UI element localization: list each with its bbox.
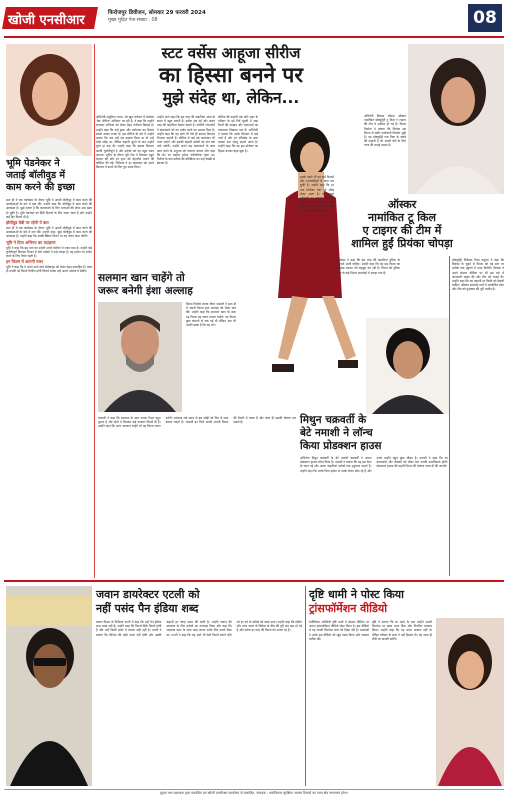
bhumi-subhead-2: भूमि ने दिया अभिनय का उदाहरण [6,239,56,245]
priyanka-col1: अभिनेत्री प्रियंका चोपड़ा ऑस्कर नामांकित डॉक्यूमेंट्री टू किल ए टाइगर की टीम में शामिल हो गई हैं। फिल्म निर्माता ने बताया कि प्रियंका इस फिल्म से बतौर कार्यकारी निर्माता जुड़ी हैं। यह डॉक्यूमेंट्री एक पिता के संघर्ष की कहानी है जो अपनी बेटी के लिए न्याय की लड़ाई लड़ता है। [364,114,406,148]
bhumi-para-3: भूमि ने कहा कि इस बात का उन्होंने अपने करियर में ध्यान रखा है। उन्होंने कई चुनौतीपूर्ण किरदार निभाए हैं और दर्शकों ने उन्हें सराहा है। वह हमेशा नए प्रयोग करने के लिए तैयार रहती हैं। [6,245,92,259]
salman-headline [98,272,298,298]
masthead [0,0,509,40]
main-headline-line3: मुझे संदेह था, लेकिन... [162,89,300,107]
atlee-photo [6,586,92,786]
main-story-col4: इसके पहले भी वह कई फिल्मों और धारावाहिकों में काम कर चुकी हैं। उन्होंने कहा कि हर नया प्रोजेक्ट एक नई सीख लेकर आता है। वह अपने प्रशंसकों का धन्यवाद करती हैं जिन्होंने हमेशा उनका साथ दिया। सीरीज जल्द ही ओटीटी प्लेटफॉर्म पर रिलीज होगी। [300,175,334,213]
salman-col2: भंसाली ने कहा कि सलमान के साथ उनका रिश्ता बहुत पुराना है और दोनों ने मिलकर कई यादगार फिल्में दी हैं। उन्होंने कहा कि अगर सलमान चाहेंगे तो यह फिल्म जरूर बनेगी। प्रशंसक लंबे समय से इस जोड़ी को फिर से साथ देखना चाहते हैं। भंसाली इन दिनों अपनी अगली फिल्म की तैयारी में व्यस्त हैं और जल्द ही इसकी घोषणा कर सकते हैं। [98,416,296,429]
salman-col1: फिल्म निर्माता संजय लीला भंसाली ने हाल ही में अपनी फिल्म इंशा अल्लाह को लेकर बात की। उन्होंने कहा कि सलमान खान के साथ यह फिल्म वह जरूर बनाना चाहेंगे। यह फिल्म कुछ कारणों से रुक गई थी लेकिन अब भी उनकी इच्छा है कि यह बने। [186,302,236,328]
priyanka-headline-line3: ए टाइगर की टीम में [362,224,442,237]
priyanka-headline-line1: ऑस्कर [387,198,417,211]
bhumi-body [6,198,92,570]
drashti-col1: टेलीविजन अभिनेत्री दृष्टि धामी ने सोशल मीडिया पर अपना ट्रांसफॉर्मेशन वीडियो पोस्ट किया है। इस वीडियो में वह अपनी फिटनेस यात्रा को दिखा रही हैं। प्रशंसकों ने उनके इस वीडियो को खूब पसंद किया और जमकर तारीफ की। [309,620,369,641]
right-column-rule [449,256,450,576]
mithun-body: अभिनेता मिथुन चक्रवर्ती के बेटे नमाशी चक्रवर्ती ने अपना प्रोडक्शन हाउस लॉन्च किया है। नमाशी ने बताया कि वह इस बैनर के तहत नई और अलग कहानियां दर्शकों तक पहुंचाना चाहते हैं। उन्होंने कहा कि उनके पिता हमेशा से उनके प्रेरणा स्रोत रहे हैं और उनसे उन्होंने बहुत कुछ सीखा है। नमाशी ने कहा कि नए कलाकारों और लेखकों को मौका देना उनकी प्राथमिकता होगी। प्रोडक्शन हाउस की पहली फिल्म की घोषणा जल्द ही की जाएगी। [300,456,448,473]
bhumi-para-1: हाल ही में एक कार्यक्रम के दौरान भूमि ने अपनी बॉलीवुड में काम करने की आकांक्षाओं के बारे में बात की। उन्होंने कहा कि बॉलीवुड में काम करने की आकांक्षा है। मुझे लगता है कि कलाकारों के लिए भाषाओं की सीमा अब खत्म हो चुकी है। भूमि पेडनेकर को हिंदी फिल्मों के लिए जाना जाता है और उन्होंने कई हिट फिल्में दी हैं। [6,198,92,219]
mithun-headline-line1: मिथुन चक्रवर्ती के [300,414,367,426]
drashti-headline [309,588,505,616]
bhumi-headline-line2: जताई बॉलीवुड में [6,170,66,181]
bhumi-para-2: हाल ही में एक कार्यक्रम के दौरान भूमि ने अपनी बॉलीवुड में काम करने की आकांक्षाओं के बारे में बात की। उन्होंने कहा, मुझे बॉलीवुड में काम करने की आकांक्षा है। उन्होंने कहा कि अच्छी स्क्रिप्ट मिलने पर वह जरूर काम करेंगी। [6,226,92,239]
bhumi-para-4: भूमि ने कहा कि वे अपने आने वाले प्रोजेक्ट्स को लेकर बेहद उत्साहित हैं। जल्द ही उनकी नई फिल्में रिलीज होंगी जिनमें दर्शक उन्हें अलग अंदाज में देखेंगे। [6,265,92,274]
bhumi-subhead-1: हॉलीवुड बेबी पर रहेगी ये बात [6,220,49,226]
main-headline [96,44,366,108]
bhansali-photo [98,302,182,412]
main-headline-line1: स्टट वर्सेस आहूजा सीरीज [161,44,301,62]
bhumi-headline [6,158,96,194]
atlee-body: जवान फिल्म के निर्देशक एटली ने कहा कि उन्हें पैन इंडिया शब्द पसंद नहीं है। उन्होंने कहा कि फिल्में सिर्फ फिल्में होती हैं और उन्हें किसी दायरे में बांधना सही नहीं है। एटली ने बताया कि सिनेमा की कोई भाषा नहीं होती और अच्छी कहानी हर जगह पसंद की जाती है। उन्होंने जवान की सफलता के लिए दर्शकों का धन्यवाद किया और कहा कि शाहरुख खान के साथ काम करना उनके लिए सपने जैसा था। एटली ने कहा कि वह आगे भी ऐसी फिल्में बनाते रहेंगे जो हर वर्ग के दर्शकों को पसंद आएं। उन्होंने कहा कि दक्षिण और उत्तर भारत के सिनेमा के बीच की दूरी अब कम हो गई है और दर्शक हर तरह की फिल्म को अपना रहे हैं। [96,620,302,637]
bottom-column-rule [305,586,306,786]
main-story-col3: सीरीज की कहानी एक छोटे शहर के परिवार के इर्द गिर्द घूमती है जहां रिश्तों की उलझन और भावनाओं का तानाबाना दिखाया गया है। अभिनेत्री ने बताया कि उनके किरदार में कई परतें हैं और हर एपिसोड के साथ उसका नया पहलू सामने आता है। उन्होंने कहा कि वह इस प्रोजेक्ट का हिस्सा बनकर बेहद खुश हैं। [218,115,258,153]
priyanka-headline-line4: शामिल हुईं प्रियंका चोपड़ा [351,237,453,250]
mithun-headline [300,414,450,453]
salman-headline-line2: जरूर बनेगी इंशा अल्लाह [98,285,193,297]
drashti-col2: दृष्टि ने बताया कि मां बनने के बाद उन्होंने अपनी फिटनेस पर खास ध्यान दिया और नियमित व्यायाम किया। उन्होंने कहा कि यह सफर आसान नहीं था लेकिन परिवार के साथ ने उन्हें हिम्मत दी। वह जल्द ही टीवी पर वापसी करेंगी। [372,620,432,641]
masthead-pages: मुख्य मुद्रित पेज संख्या : 08 [108,18,158,23]
priyanka-photo [408,44,504,194]
main-story-col1: अभिनेत्री अनुप्रिया भारत, जो खुश वर्तमान में प्रोजेक्ट 'वेब' सीरीज 'अभिनय' जा रही है, ने कहा कि उन्होंने लगातार अभिनय को लेकर बेहद गंभीरता दिखाई है। उन्होंने कहा कि उन्हें ड्रामा और मनोरंजन का मिश्रण सबसे अच्छा लगता है। इस सीरीज के बारे में उन्होंने बताया कि जब उन्हें यह प्रस्ताव मिला था तो उन्हें थोड़ा संदेह था, लेकिन कहानी सुनने के बाद उन्होंने तुरंत हां कह दी। उन्होंने कहा कि इसका किरदार काफी चुनौतीपूर्ण है और दर्शकों को यह बहुत पसंद आएगा। शूटिंग के दौरान पूरी टीम ने मिलकर बहुत मेहनत की और हर दृश्य को बेहतरीन बनाने की कोशिश की गई। निर्देशक ने हर कलाकार को अपने किरदार में ढलने के लिए पूरा समय दिया। [96,115,154,170]
left-column-rule [94,44,95,578]
atlee-headline [96,588,302,616]
priyanka-headline [300,198,504,250]
footer-imprint: मुद्रक तथा प्रकाशक द्वारा प्रकाशित एवं खोजी एनसीआर कार्यालय से प्रकाशित, संपादक : सर्वाधिकार सुरक्षित। समस्त विवादों का न्याय क्षेत्र न्यायालय होगा। [160,791,348,795]
bhumi-subhead-3: इन फिल्म में आएगी नजर [6,259,43,265]
priyanka-col2: प्रियंका ने कहा कि इस तरह की कहानियां दुनिया के सामने आनी चाहिए। उन्होंने कहा कि वह इस फिल्म का हिस्सा बनकर गर्व महसूस कर रही हैं। फिल्म को दुनिया भर के कई फिल्म समारोहों में सराहा गया है। [338,258,400,275]
priyanka-col3: डॉक्यूमेंट्री निर्देशक निशा पाहूजा ने कहा कि प्रियंका के जुड़ने से फिल्म को बड़े स्तर पर दर्शकों तक पहुंचने में मदद मिलेगी। प्रियंका ने अपने सोशल मीडिया पर भी इस बारे में जानकारी साझा की और टीम को बधाई दी। उन्होंने कहा कि यह कहानी हर किसी को देखनी चाहिए। ऑस्कर समारोह मार्च में आयोजित होगा और टीम को पुरस्कार की पूरी उम्मीद है। [452,258,504,292]
footer-rule [4,789,504,790]
drashti-photo [436,618,504,786]
salman-headline-line1: सलमान खान चाहेंगे तो [98,272,185,284]
bhumi-photo [6,44,92,156]
mithun-headline-line2: बेटे नमाशी ने लॉन्च [300,427,373,439]
bhumi-headline-line1: भूमि पेडनेकर ने [6,158,60,169]
bhumi-headline-line3: काम करने की इच्छा [6,182,75,193]
priyanka-headline-line2: नामांकित टू किल [368,211,436,224]
page-number: 08 [468,4,502,32]
atlee-headline-line2: नहीं पसंद पैन इंडिया शब्द [96,602,199,615]
drashti-headline-line1: दृष्टि धामी ने पोस्ट किया [309,588,405,601]
mithun-headline-line3: किया प्रोडक्शन हाउस [300,440,382,452]
drashti-headline-line2: ट्रांसफॉर्मेशन वीडियो [309,602,388,615]
brand-name: खोजी एनसीआर [8,13,85,28]
masthead-rule [4,36,504,38]
main-story-col2: उन्होंने आगे कहा कि इस तरह की कहानियां आज के समय में बहुत जरूरी हैं। दर्शक अब नई और अलग तरह की कहानियां देखना चाहते हैं। ओटीटी प्लेटफॉर्म ने कलाकारों को नए प्रयोग करने का अवसर दिया है। उन्होंने कहा कि वह आगे भी ऐसे ही दमदार किरदार निभाना चाहती हैं। सीरीज में कई बड़े कलाकार भी नजर आएंगे और इसकी कहानी दर्शकों को अंत तक बांधे रखेगी। उन्होंने अपने सह कलाकारों के साथ काम करने के अनुभव को यादगार बताया और कहा कि सेट पर माहौल हमेशा पारिवारिक रहता था। रिलीज के बाद दर्शकों की प्रतिक्रिया का उन्हें बेसब्री से इंतजार है। [157,115,215,166]
main-headline-line2: का हिस्सा बनने पर [159,63,303,87]
atlee-headline-line1: जवान डायरेक्टर एटली को [96,588,200,601]
bottom-section-rule [4,580,504,582]
namashi-photo [366,318,450,414]
masthead-date: फिरोजपुर डिवीजन, सोमवार 29 फरवरी 2024 [108,10,206,16]
